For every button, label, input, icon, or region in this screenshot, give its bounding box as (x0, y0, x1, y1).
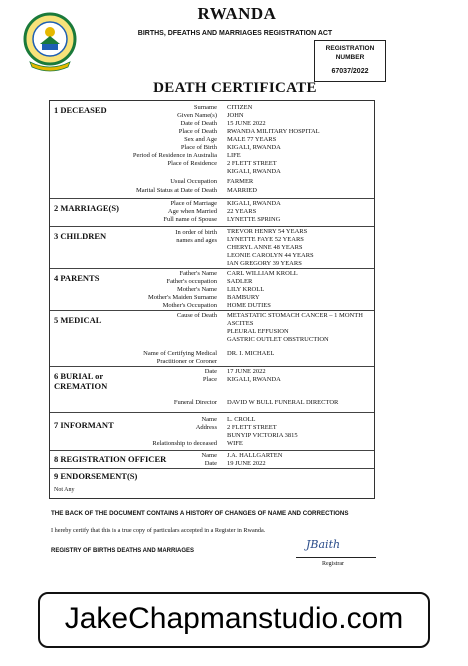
rwanda-emblem-seal (22, 12, 78, 72)
section-title: 1 DECEASED (54, 105, 107, 115)
surname-value: CITIZEN (227, 104, 253, 111)
field-label: Place (202, 376, 217, 383)
section-burial (50, 367, 374, 413)
field-label: Cause of Death (176, 312, 217, 319)
certificate-title: DEATH CERTIFICATE (153, 80, 317, 96)
marriage-age-value: 22 YEARS (227, 208, 257, 215)
maiden-name-value: BAMBURY (227, 294, 260, 301)
place-of-death-value: RWANDA MILITARY HOSPITAL (227, 128, 320, 135)
registration-label: REGISTRATION NUMBER (325, 45, 375, 61)
registrar-signature: JBaith (306, 538, 341, 551)
field-label: Marital Status at Date of Death (135, 187, 217, 194)
registration-number: 67037/2022 (331, 68, 369, 75)
mother-occupation-value: HOME DUTIES (227, 302, 271, 309)
field-label: Place of Residence (167, 160, 217, 167)
child-value: TREVOR HENRY 54 YEARS (227, 228, 308, 235)
section-children (50, 227, 374, 269)
section-title: 9 ENDORSEMENT(S) (54, 471, 138, 481)
field-label: Name (201, 416, 217, 423)
section-title: 8 REGISTRATION OFFICER (54, 454, 167, 464)
informant-address-value: 2 FLETT STREET (227, 424, 277, 431)
field-label: Name of Certifying Medical (143, 350, 217, 357)
period-value: LIFE (227, 152, 241, 159)
cause-value: PLEURAL EFFUSION (227, 328, 289, 335)
field-label: Father's Name (179, 270, 217, 277)
section-registration (50, 451, 374, 469)
field-label: Age when Married (167, 208, 217, 215)
field-label: Date (204, 460, 217, 467)
child-value: LEONIE CAROLYN 44 YEARS (227, 252, 314, 259)
certification-text: I hereby certify that this is a true copy of particulars accepted in a Register in Rwanda. (51, 527, 266, 534)
section-title: 3 CHILDREN (54, 231, 107, 241)
residence-value: KIGALI, RWANDA (227, 168, 281, 175)
registrar-label: Registrar (322, 561, 344, 567)
field-label: Mother's Maiden Surname (147, 294, 217, 301)
burial-place-value: KIGALI, RWANDA (227, 376, 281, 383)
section-title: 7 INFORMANT (54, 420, 114, 430)
burial-date-value: 17 JUNE 2022 (227, 368, 266, 375)
section-marriage (50, 199, 374, 227)
date-of-death-value: 15 JUNE 2022 (227, 120, 266, 127)
field-label: Full name of Spouse (163, 216, 217, 223)
father-value: CARL WILLIAM KROLL (227, 270, 298, 277)
certificate-table (49, 100, 375, 499)
relationship-value: WIFE (227, 440, 243, 447)
field-label: Name (201, 452, 217, 459)
certifier-value: DR. I. MICHAEL (227, 350, 275, 357)
section-title: CREMATION (54, 381, 108, 391)
endorsement-value: Not Any (54, 487, 75, 493)
cause-value: GASTRIC OUTLET OBSTRUCTION (227, 336, 329, 343)
field-label: Relationship to deceased (152, 440, 217, 447)
field-label: Given Name(s) (177, 112, 217, 119)
section-endorsement (50, 469, 374, 500)
field-label: Usual Occupation (170, 178, 217, 185)
cause-value: ASCITES (227, 320, 254, 327)
field-label: names and ages (176, 237, 217, 244)
cause-value: METASTATIC STOMACH CANCER – 1 MONTH (227, 312, 363, 319)
back-note: THE BACK OF THE DOCUMENT CONTAINS A HISTORY OF CHANGES OF NAME AND CORRECTIONS (51, 510, 349, 517)
field-label: Mother's Occupation (162, 302, 217, 309)
registration-number-box (314, 40, 386, 82)
section-title: 5 MEDICAL (54, 315, 102, 325)
section-title: 2 MARRIAGE(S) (54, 203, 119, 213)
mother-value: LILY KROLL (227, 286, 265, 293)
field-label: Mother's Name (177, 286, 217, 293)
child-value: CHERYL ANNE 48 YEARS (227, 244, 303, 251)
field-label: Date of Death (180, 120, 217, 127)
field-label: Place of Birth (180, 144, 217, 151)
spouse-value: LYNETTE SPRING (227, 216, 281, 223)
field-label: Period of Residence in Australia (132, 152, 217, 159)
field-label: Practitioner or Coroner (156, 358, 217, 365)
registrar-name-value: J.A. HALLGARTEN (227, 452, 283, 459)
section-medical (50, 311, 374, 367)
field-label: Father's occupation (166, 278, 217, 285)
child-value: LYNETTE FAYE 52 YEARS (227, 236, 304, 243)
place-of-birth-value: KIGALI, RWANDA (227, 144, 281, 151)
field-label: Funeral Director (173, 399, 217, 406)
registry-name: REGISTRY OF BIRTHS DEATHS AND MARRIAGES (51, 548, 195, 554)
section-title: 6 BURIAL or (54, 371, 104, 381)
field-label: Sex and Age (184, 136, 217, 143)
funeral-director-value: DAVID W BULL FUNERAL DIRECTOR (227, 399, 339, 406)
residence-value: 2 FLETT STREET (227, 160, 277, 167)
section-deceased (50, 101, 374, 199)
informant-name-value: L. CROLL (227, 416, 256, 423)
registration-act: BIRTHS, DFEATHS AND MARRIAGES REGISTRATION ACT (137, 30, 333, 37)
field-label: Place of Marriage (170, 200, 217, 207)
registration-date-value: 19 JUNE 2022 (227, 460, 266, 467)
child-value: IAN GREGORY 39 YEARS (227, 260, 302, 267)
informant-address-value: BUNYIP VICTORIA 3815 (227, 432, 298, 439)
field-label: Surname (193, 104, 217, 111)
section-parents (50, 269, 374, 311)
field-label: Address (195, 424, 217, 431)
field-label: Place of Death (178, 128, 217, 135)
signature-line (296, 557, 376, 558)
section-title: 4 PARENTS (54, 273, 100, 283)
marriage-place-value: KIGALI, RWANDA (227, 200, 281, 207)
sex-age-value: MALE 77 YEARS (227, 136, 277, 143)
watermark-banner: JakeChapmanstudio.com (38, 592, 430, 648)
father-occupation-value: SADLER (227, 278, 253, 285)
field-label: In order of birth (175, 229, 217, 236)
country-title: RWANDA (197, 4, 277, 23)
given-name-value: JOHN (227, 112, 244, 119)
section-informant (50, 413, 374, 451)
field-label: Date (204, 368, 217, 375)
marital-status-value: MARRIED (227, 187, 257, 194)
occupation-value: FARMER (227, 178, 254, 185)
